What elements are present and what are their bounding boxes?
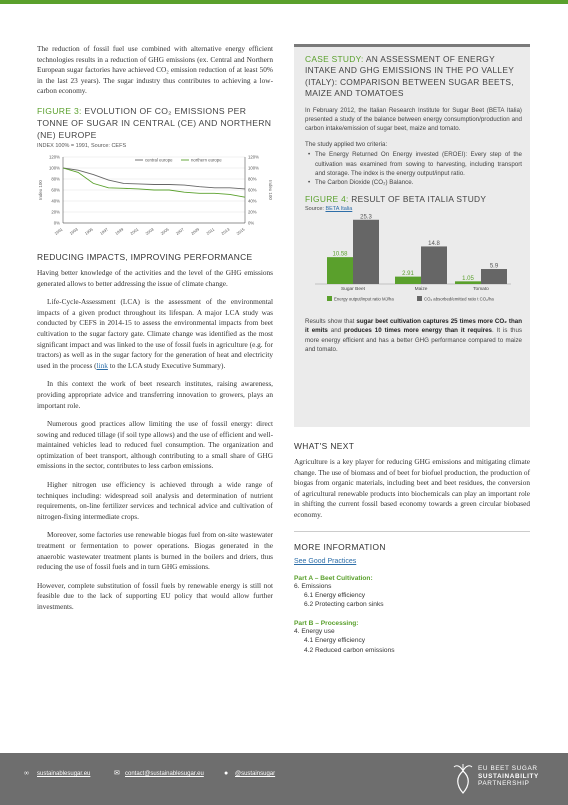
data-label: 25.3	[360, 214, 372, 221]
figure-3-heading: EVOLUTION OF CO₂ EMISSIONS PER TONNE OF SUGAR IN CENTRAL (CE) AND NORTHERN (NE) EUROPE	[37, 105, 272, 140]
list-item: 6. Emissions	[294, 582, 332, 590]
lca-text-before: Life-Cycle-Assessment (LCA) is the assessment of the environmental impacts of a given product throughout its lifespan. A major LCA study was conducted by CEFS in 2014-15 to assess the environmental impacts from beet cultivation to the sugar factory gate. Climate change was identified as the most significant impact and was linked to the use of fossil fuels in agriculture (e.g. for tractors) as well as in the sugar factory for the generation of heat and electricity used in the process (	[37, 297, 273, 370]
legend-label: central europe	[145, 157, 173, 163]
legend-swatch	[327, 296, 332, 301]
data-label: 2.91	[402, 270, 414, 277]
website-link[interactable]: sustainablesugar.eu	[37, 771, 91, 777]
whats-next-title: WHAT'S NEXT	[294, 441, 355, 451]
partnership-logo-text	[478, 765, 539, 788]
case-results-paragraph	[305, 317, 522, 355]
case-study-heading: AN ASSESSMENT OF ENERGY INTAKE AND GHG EMISSIONS IN THE PO VALLEY (ITALY): COMPARISON BETWEEN SUGAR BEETS, MAIZE AND TOMATOES	[305, 54, 515, 99]
twitter-icon: ●	[224, 769, 229, 777]
y-tick-label-left: 40%	[51, 198, 60, 204]
y-axis-label-left: Index 100	[38, 180, 43, 200]
envelope-icon: ✉	[114, 769, 120, 777]
list-item: 4.1 Energy efficiency	[304, 637, 366, 645]
list-item: 6.1 Energy efficiency	[304, 591, 366, 599]
series-line-central-europe	[63, 168, 245, 189]
y-tick-label-left: 60%	[51, 187, 60, 193]
data-label: 5.9	[489, 263, 499, 270]
figure-3-label: FIGURE 3:	[37, 105, 82, 116]
paragraph-substitution: However, complete substitution of fossil fuels by renewable energy is still not feasible due to the lack of supporting EU policy that would allow further investments.	[37, 580, 273, 611]
criteria-list	[305, 150, 522, 188]
paragraph-nitrogen: Higher nitrogen use efficiency is achieved through a wide range of techniques including: widespread soil analysis and determination of nutrient requirements, on-line fertilizer services and technical advice and cultivation of nitrogen-fixing intermediate crops.	[37, 480, 273, 521]
results-text-1: Results show that	[305, 317, 357, 325]
more-information-title: MORE INFORMATION	[294, 541, 386, 552]
case-paragraph-criteria: The study applied two criteria:	[305, 140, 388, 148]
x-tick-label: 2001	[129, 226, 140, 236]
more-information	[294, 542, 530, 655]
y-tick-label-right: 40%	[248, 198, 257, 204]
bar	[353, 220, 379, 284]
y-tick-label-left: 20%	[51, 209, 60, 215]
legend-label: Energy output/input ratio MJ/ha	[334, 296, 394, 302]
logo-line-3: PARTNERSHIP	[478, 780, 530, 788]
paragraph-research-institutes: In this context the work of beet research institutes, raising awareness, providing appropriate advice and transferring innovation to growers, plays an important role.	[37, 379, 273, 410]
case-study-title	[305, 54, 522, 100]
results-text-2: and	[327, 327, 345, 335]
legend-label: CO₂ absorbed/emitted ratio t CO₂/ha	[424, 296, 494, 302]
section-title-reducing-impacts: REDUCING IMPACTS, IMPROVING PERFORMANCE	[37, 251, 253, 262]
part-b-heading: Part B – Processing:	[294, 619, 359, 627]
y-tick-label-right: 100%	[248, 165, 259, 171]
y-tick-label-right: 60%	[248, 187, 257, 193]
lca-summary-link[interactable]: link	[96, 360, 108, 370]
series-line-northern-europe	[63, 168, 245, 197]
paragraph-biogas: Moreover, some factories use renewable biogas fuel from on-site wastewater treatment or fermentation to power operations. Biogas generated in the anaerobic wastewater treatment plants is burned in the boilers and driers, thus reducing the use of fossil fuels and in turn GHG emissions.	[37, 530, 273, 572]
paragraph-lca	[37, 297, 273, 371]
whats-next-paragraph: Agriculture is a key player for reducing GHG emissions and mitigating climate change. The use of biomass and of beet for biofuel production, the production of biogas from organic materials, including beet and beet residues, the conversion of agricultural renewable products into biochemicals can play an important role in shifting the current fossil based economy towards a green circular biobased economy.	[294, 457, 530, 519]
x-tick-label: 1997	[98, 226, 110, 236]
data-label: 10.58	[332, 251, 348, 258]
figure-4-source	[305, 206, 522, 212]
twitter-link[interactable]: @sustainsugar	[235, 771, 276, 777]
right-column	[294, 44, 530, 655]
email-link[interactable]: contact@sustainablesugar.eu	[125, 771, 204, 777]
sugar-beet-logo-icon	[452, 763, 474, 795]
bar	[421, 246, 447, 284]
y-tick-label-left: 120%	[49, 154, 60, 160]
y-tick-label-right: 80%	[248, 176, 257, 182]
y-tick-label-left: 0%	[53, 220, 60, 226]
paragraph-good-practices: Numerous good practices allow limiting the use of fossil energy: direct sowing and reduced tillage (if soil type allows) and the use of efficient and well-maintained vehicles lead to reduced fuel consumption. The organization and optimization of beet transport, although contributing to a small share of GHG emissions in the sector, contributes to less carbon emissions.	[37, 419, 273, 471]
legend-swatch	[417, 296, 422, 301]
case-study-box	[294, 44, 530, 427]
category-label: Tomato	[473, 286, 489, 292]
list-item: 6.2 Protecting carbon sinks	[304, 601, 384, 609]
x-tick-label: 2013	[220, 226, 231, 236]
source-label: Source:	[305, 205, 326, 212]
left-column	[37, 44, 273, 621]
figure-3-title	[37, 105, 273, 141]
link-icon: ∞	[24, 769, 29, 777]
data-label: 1.05	[462, 275, 474, 282]
category-label: Sugar Beet	[340, 286, 366, 292]
logo-line-2: SUSTAINABILITY	[478, 772, 539, 780]
results-highlight-energy: produces 10 times more energy than it requires	[344, 327, 492, 335]
y-tick-label-right: 0%	[248, 220, 255, 226]
bar	[327, 257, 353, 284]
x-tick-label: 2015	[235, 226, 246, 236]
results-text-3: . It is thus more energy efficient and has a better GHG performance compared to maize and tomato.	[305, 327, 523, 354]
divider	[294, 531, 530, 532]
co2-emissions-line-chart	[37, 151, 273, 243]
paragraph-knowledge: Having better knowledge of the activities and the level of the GHG emissions generated allows to better addressing the issue of climate change.	[37, 267, 273, 288]
y-tick-label-right: 20%	[248, 209, 257, 215]
list-item: 4.2 Reduced carbon emissions	[304, 646, 395, 654]
results-highlight-co2: sugar beet cultivation captures 25 times more CO₂ than it emits	[305, 317, 522, 335]
logo-line-1: EU BEET SUGAR	[478, 765, 538, 772]
list-item: 4. Energy use	[294, 627, 335, 635]
bar	[481, 269, 507, 284]
lca-text-after: to the LCA study Executive Summary).	[107, 360, 226, 370]
case-paragraph-intro: In February 2012, the Italian Research Institute for Sugar Beet (BETA Italia) presented a study of the balance between energy consumption/production and carbon intake/emission of sugar beet, maize and tomato.	[305, 106, 522, 133]
list-item: • The Carbon Dioxide (CO₂) Balance.	[305, 178, 522, 187]
beta-italia-link[interactable]: BETA Italia	[325, 205, 353, 212]
x-tick-label: 2011	[205, 226, 216, 236]
y-axis-label-right: Index 100	[268, 180, 273, 200]
figure-4-title	[305, 194, 522, 204]
list-item: • The Energy Returned On Energy invested (EROEI): Every step of the cultivation was examined from sowing to harvesting, including transport and storage. The index is the energy output/input ratio.	[305, 150, 522, 178]
beta-italia-bar-chart	[305, 214, 521, 306]
category-label: Maize	[414, 286, 428, 292]
case-study-label: CASE STUDY:	[305, 54, 364, 64]
x-tick-label: 1999	[114, 226, 125, 236]
good-practices-link[interactable]: See Good Practices	[294, 557, 357, 565]
figure-3-note: INDEX 100% = 1991, Source: CEFS	[37, 142, 127, 149]
x-tick-label: 1995	[83, 226, 94, 236]
x-tick-label: 1991	[53, 226, 64, 236]
figure-4-heading: RESULT OF BETA ITALIA STUDY	[348, 193, 487, 204]
x-tick-label: 1993	[68, 226, 79, 236]
x-tick-label: 2005	[159, 226, 170, 236]
legend-label: northern europe	[191, 157, 222, 163]
y-tick-label-right: 120%	[248, 154, 259, 160]
top-accent-bar	[0, 0, 568, 4]
intro-paragraph: The reduction of fossil fuel use combined with alternative energy efficient technologies results in a reduction of GHG emissions (ex. Central and Northern European sugar factories have achieved CO₂ emission reduction of at least 50% in the last 23 years). The sugar industry thus contributes to achieving a low-carbon economy.	[37, 44, 273, 96]
figure-4-label: FIGURE 4:	[305, 193, 349, 204]
x-tick-label: 2007	[174, 226, 185, 236]
part-a-heading: Part A – Beet Cultivation:	[294, 574, 373, 582]
footer	[0, 753, 568, 805]
y-tick-label-left: 100%	[49, 165, 60, 171]
bar	[395, 276, 421, 283]
y-tick-label-left: 80%	[51, 176, 60, 182]
x-tick-label: 2009	[189, 226, 201, 236]
data-label: 14.8	[428, 240, 440, 247]
x-tick-label: 2003	[144, 226, 155, 236]
